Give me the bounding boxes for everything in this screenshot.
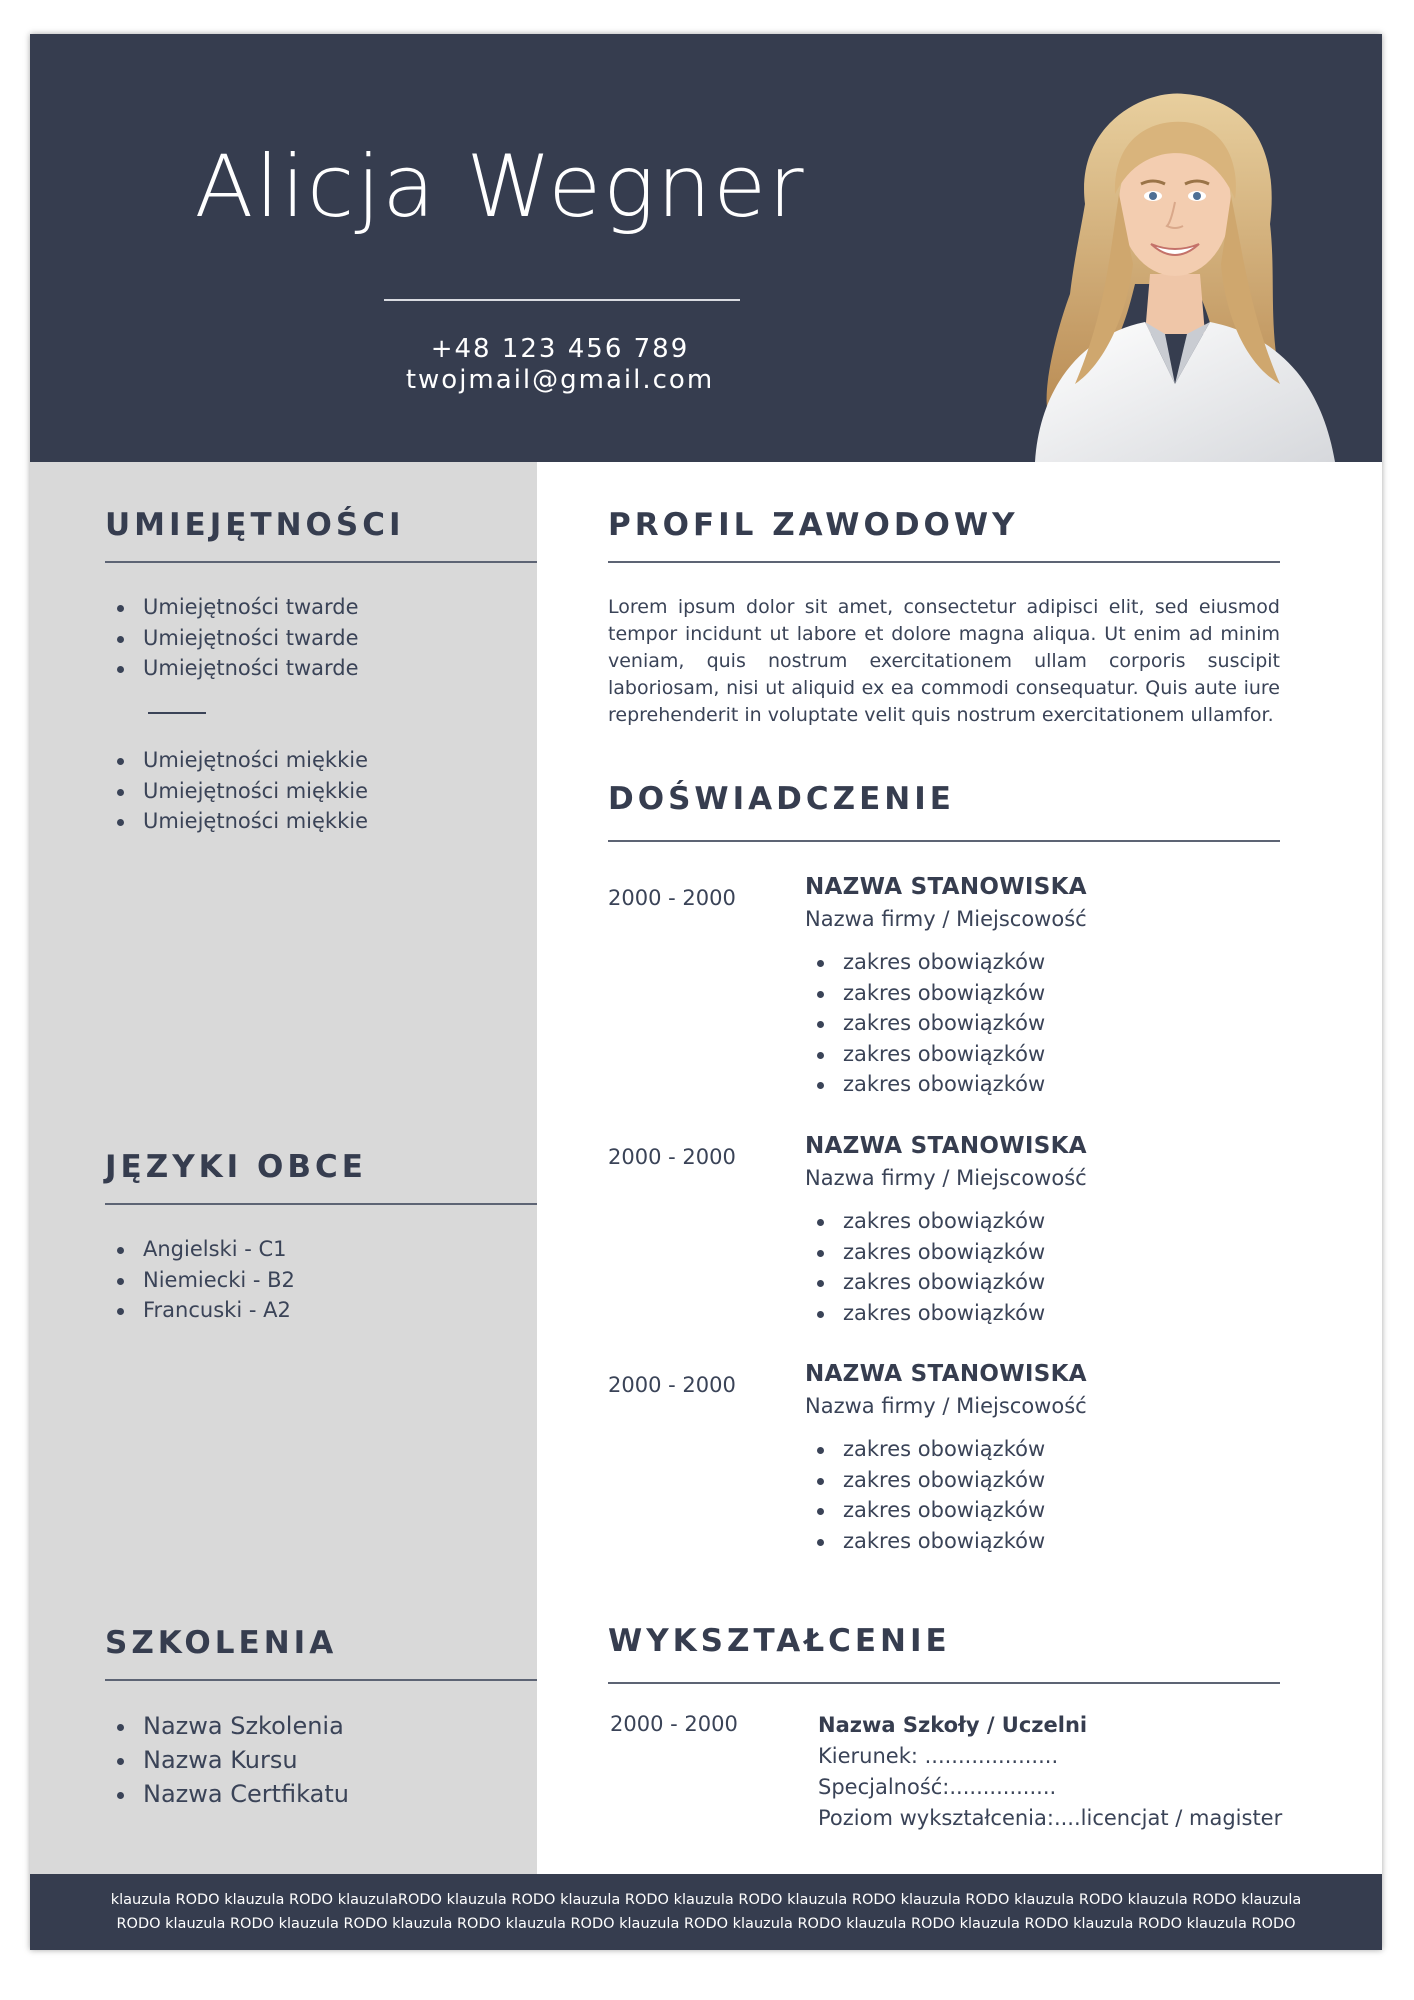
gdpr-clause-line-2: RODO klauzula RODO klauzula RODO klauzula RODO klauzula RODO klauzula RODO klauzula RODO klauzula RODO klauzula RODO klauzula RODO klauzula RODO: [116, 1916, 1296, 1932]
candidate-name: Alicja Wegner: [194, 137, 806, 237]
list-item: Francuski - A2: [105, 1295, 295, 1326]
hard-skills-list: [105, 592, 359, 684]
trainings-divider: [105, 1679, 537, 1681]
education-divider: [608, 1682, 1280, 1684]
list-item: zakres obowiązków: [805, 978, 1045, 1009]
list-item: Umiejętności miękkie: [105, 745, 368, 776]
job-title: NAZWA STANOWISKA: [805, 1133, 1087, 1159]
languages-divider: [105, 1203, 537, 1205]
resume-page: [30, 34, 1382, 1950]
footer-band: [30, 1874, 1382, 1950]
profile-divider: [608, 561, 1280, 563]
languages-heading: JĘZYKI OBCE: [105, 1149, 367, 1185]
portrait-illustration: [1015, 84, 1345, 462]
trainings-heading: SZKOLENIA: [105, 1625, 338, 1661]
list-item: Umiejętności twarde: [105, 623, 359, 654]
soft-skills-list: [105, 745, 368, 837]
profile-heading: PROFIL ZAWODOWY: [608, 507, 1019, 543]
header-band: [30, 34, 1382, 462]
contact-block: [280, 334, 840, 396]
languages-list: [105, 1234, 295, 1326]
list-item: Umiejętności twarde: [105, 653, 359, 684]
skills-heading: UMIEJĘTNOŚCI: [105, 507, 405, 543]
list-item: Umiejętności miękkie: [105, 776, 368, 807]
list-item: zakres obowiązków: [805, 1298, 1045, 1329]
education-details: [818, 1710, 1282, 1834]
list-item: zakres obowiązków: [805, 1526, 1045, 1557]
job-company: Nazwa firmy / Miejscowość: [805, 1394, 1087, 1418]
profile-photo: [1015, 84, 1345, 462]
list-item: Nazwa Certfikatu: [105, 1777, 349, 1811]
list-item: zakres obowiązków: [805, 1267, 1045, 1298]
education-specialty: Specjalność:................: [818, 1775, 1057, 1799]
list-item: Nazwa Kursu: [105, 1743, 349, 1777]
list-item: zakres obowiązków: [805, 1069, 1045, 1100]
job-duties-list: [805, 947, 1045, 1100]
list-item: zakres obowiązków: [805, 1237, 1045, 1268]
experience-heading: DOŚWIADCZENIE: [608, 781, 955, 817]
list-item: Angielski - C1: [105, 1234, 295, 1265]
phone-number: +48 123 456 789: [430, 334, 690, 364]
list-item: Umiejętności twarde: [105, 592, 359, 623]
job-company: Nazwa firmy / Miejscowość: [805, 907, 1087, 931]
job-duties-list: [805, 1206, 1045, 1328]
list-item: zakres obowiązków: [805, 1008, 1045, 1039]
job-dates: 2000 - 2000: [608, 1145, 736, 1169]
trainings-list: [105, 1709, 349, 1811]
skills-divider: [105, 561, 537, 563]
list-item: Niemiecki - B2: [105, 1265, 295, 1296]
list-item: zakres obowiązków: [805, 1495, 1045, 1526]
list-item: zakres obowiązków: [805, 1434, 1045, 1465]
list-item: zakres obowiązków: [805, 947, 1045, 978]
job-title: NAZWA STANOWISKA: [805, 874, 1087, 900]
skills-separator: [148, 712, 206, 714]
list-item: Nazwa Szkolenia: [105, 1709, 349, 1743]
list-item: zakres obowiązków: [805, 1039, 1045, 1070]
gdpr-clause: [100, 1888, 1312, 1936]
profile-text: Lorem ipsum dolor sit amet, consectetur adipisci elit, sed eiusmod tempor incidunt ut labore et dolore magna aliqua. Ut enim ad minim veniam, quis nostrum exercitationem ullam corporis suscipit laboriosam, nisi ut aliquid ex ea commodi consequatur. Quis aute iure reprehenderit in voluptate velit quis nostrum exercitationem ullamfor.: [608, 596, 1280, 726]
gdpr-clause-line-1: klauzula RODO klauzula RODO klauzulaRODO klauzula RODO klauzula RODO klauzula RODO klauzula RODO klauzula RODO klauzula RODO klauzula RODO klauzula: [110, 1892, 1302, 1908]
education-field: Kierunek: ....................: [818, 1744, 1059, 1768]
list-item: zakres obowiązków: [805, 1465, 1045, 1496]
education-level: Poziom wykształcenia:....licencjat / magister: [818, 1806, 1283, 1830]
school-name: Nazwa Szkoły / Uczelni: [818, 1713, 1088, 1737]
header-divider: [384, 299, 740, 301]
experience-divider: [608, 840, 1280, 842]
list-item: Umiejętności miękkie: [105, 806, 368, 837]
job-duties-list: [805, 1434, 1045, 1556]
job-dates: 2000 - 2000: [608, 1373, 736, 1397]
education-dates: 2000 - 2000: [610, 1712, 738, 1736]
job-title: NAZWA STANOWISKA: [805, 1361, 1087, 1387]
list-item: zakres obowiązków: [805, 1206, 1045, 1237]
email-address: twojmail@gmail.com: [405, 365, 715, 395]
job-company: Nazwa firmy / Miejscowość: [805, 1166, 1087, 1190]
education-heading: WYKSZTAŁCENIE: [608, 1623, 951, 1659]
job-dates: 2000 - 2000: [608, 886, 736, 910]
